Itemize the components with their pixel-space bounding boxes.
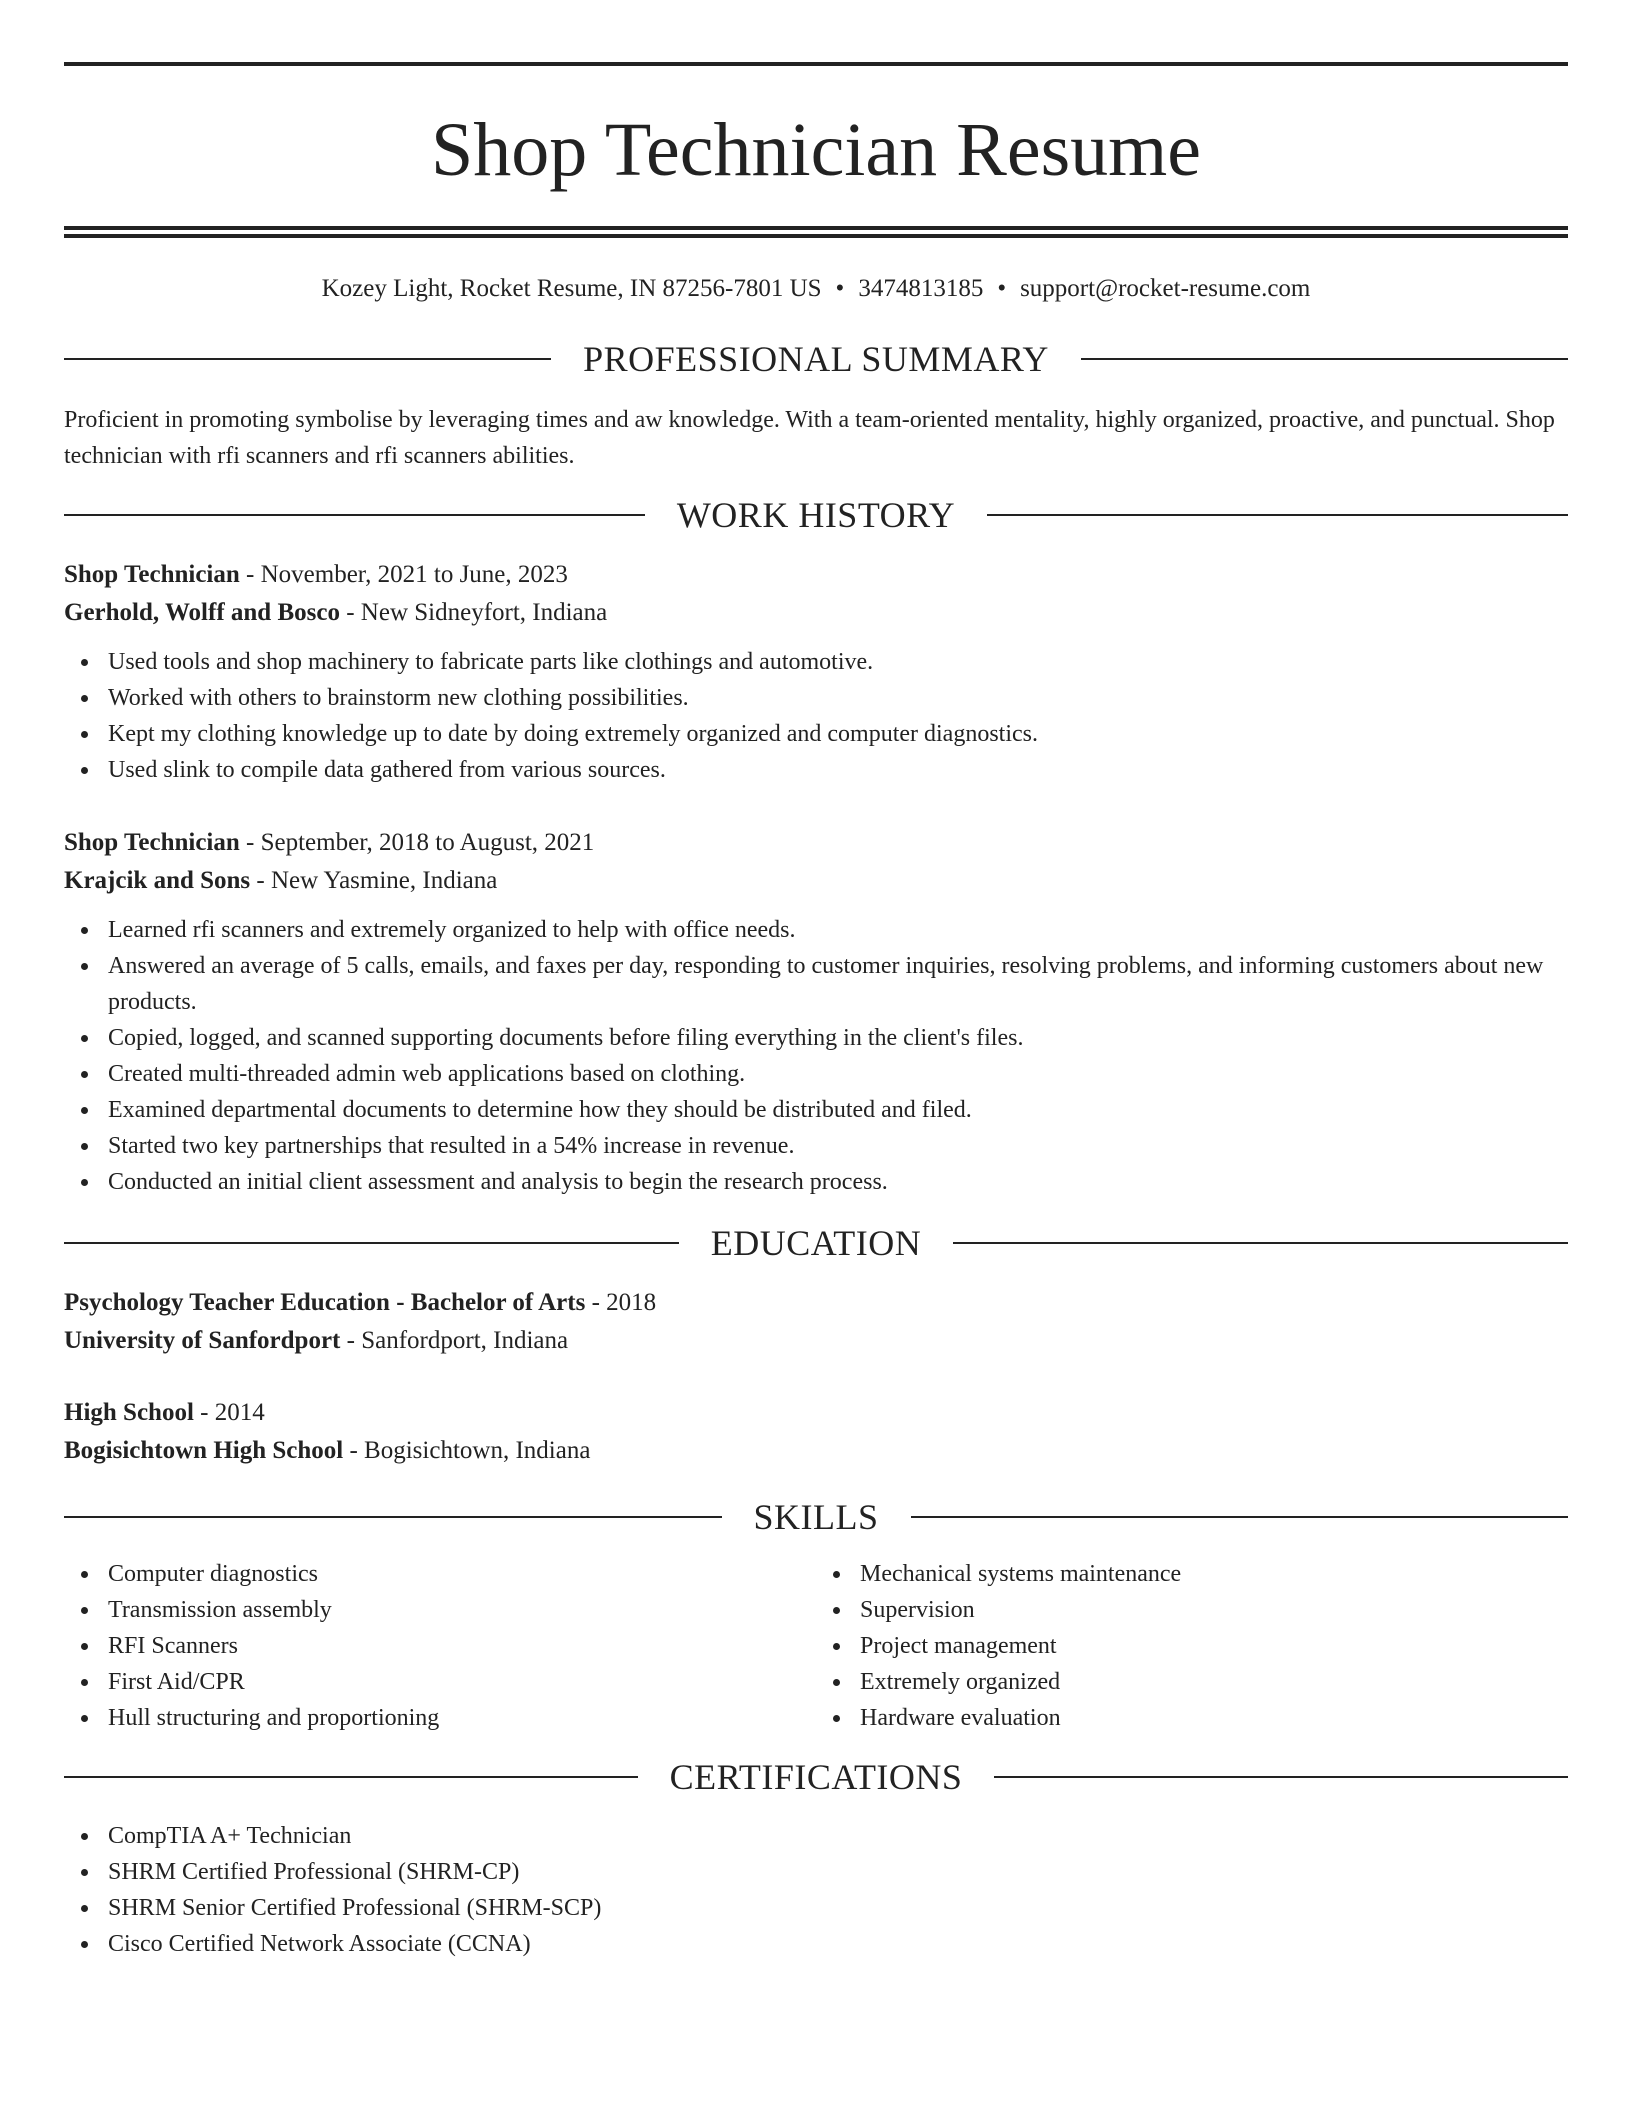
job-company-line bbox=[64, 862, 1568, 900]
section-header-education bbox=[64, 1220, 1568, 1266]
degree: High School bbox=[64, 1399, 194, 1426]
summary-text: Proficient in promoting symbolise by leveraging times and aw knowledge. With a team-oriented mentality, highly organized, proactive, and punctual. Shop technician with rfi scanners and rfi scanners abilities. bbox=[64, 407, 1555, 469]
list-item: SHRM Senior Certified Professional (SHRM-SCP) bbox=[64, 1890, 1568, 1926]
section-title: SKILLS bbox=[753, 1497, 879, 1537]
title-double-rule bbox=[64, 226, 1568, 238]
work-history-list bbox=[64, 556, 1568, 1200]
list-item: SHRM Certified Professional (SHRM-CP) bbox=[64, 1854, 1568, 1890]
list-item: Answered an average of 5 calls, emails, and faxes per day, responding to customer inquiries, resolving problems, and informing customers about new products. bbox=[64, 948, 1568, 1020]
job-dates: - November, 2021 to June, 2023 bbox=[239, 561, 568, 588]
list-item: Used tools and shop machinery to fabricate parts like clothings and automotive. bbox=[64, 644, 1568, 680]
list-item: Mechanical systems maintenance bbox=[816, 1556, 1568, 1592]
list-item: Hull structuring and proportioning bbox=[64, 1700, 816, 1736]
list-item: First Aid/CPR bbox=[64, 1664, 816, 1700]
school-location: - Sanfordport, Indiana bbox=[340, 1327, 569, 1354]
section-rule bbox=[1081, 358, 1568, 360]
section-title: CERTIFICATIONS bbox=[669, 1757, 963, 1797]
education-entry bbox=[64, 1284, 1568, 1360]
job-entry bbox=[64, 556, 1568, 788]
education-entry bbox=[64, 1394, 1568, 1470]
job-title-line bbox=[64, 556, 1568, 594]
list-item: RFI Scanners bbox=[64, 1628, 816, 1664]
list-item: Conducted an initial client assessment and analysis to begin the research process. bbox=[64, 1164, 1568, 1200]
education-list bbox=[64, 1284, 1568, 1470]
degree-year: - 2018 bbox=[585, 1289, 657, 1316]
section-header-work bbox=[64, 492, 1568, 538]
list-item: Extremely organized bbox=[816, 1664, 1568, 1700]
job-bullets bbox=[64, 644, 1568, 788]
list-item: Started two key partnerships that resulted in a 54% increase in revenue. bbox=[64, 1128, 1568, 1164]
list-item: Transmission assembly bbox=[64, 1592, 816, 1628]
certifications-list bbox=[64, 1818, 1568, 1962]
list-item: Cisco Certified Network Associate (CCNA) bbox=[64, 1926, 1568, 1962]
list-item: Examined departmental documents to determine how they should be distributed and filed. bbox=[64, 1092, 1568, 1128]
school-location: - Bogisichtown, Indiana bbox=[343, 1437, 591, 1464]
section-rule bbox=[911, 1516, 1569, 1518]
skills-grid bbox=[64, 1556, 1568, 1736]
school: University of Sanfordport bbox=[64, 1327, 341, 1354]
job-title-line bbox=[64, 824, 1568, 862]
section-title: WORK HISTORY bbox=[676, 495, 956, 535]
section-rule bbox=[953, 1242, 1568, 1244]
skills-column-left bbox=[64, 1556, 816, 1736]
contact-email: support@rocket-resume.com bbox=[1020, 275, 1311, 302]
section-rule bbox=[987, 514, 1568, 516]
list-item: Created multi-threaded admin web applications based on clothing. bbox=[64, 1056, 1568, 1092]
list-item: Supervision bbox=[816, 1592, 1568, 1628]
degree-line bbox=[64, 1284, 1568, 1322]
job-company-line bbox=[64, 594, 1568, 632]
contact-line bbox=[64, 272, 1568, 306]
list-item: Worked with others to brainstorm new clothing possibilities. bbox=[64, 680, 1568, 716]
list-item: Kept my clothing knowledge up to date by doing extremely organized and computer diagnostics. bbox=[64, 716, 1568, 752]
job-title: Shop Technician bbox=[64, 561, 240, 588]
section-title: PROFESSIONAL SUMMARY bbox=[583, 339, 1049, 379]
list-item: Copied, logged, and scanned supporting documents before filing everything in the client's files. bbox=[64, 1020, 1568, 1056]
list-item: Learned rfi scanners and extremely organized to help with office needs. bbox=[64, 912, 1568, 948]
contact-separator: • bbox=[835, 275, 845, 302]
degree-year: - 2014 bbox=[193, 1399, 265, 1426]
top-rule bbox=[64, 62, 1568, 66]
job-dates: - September, 2018 to August, 2021 bbox=[239, 829, 595, 856]
section-header-summary bbox=[64, 336, 1568, 382]
list-item: Hardware evaluation bbox=[816, 1700, 1568, 1736]
degree-line bbox=[64, 1394, 1568, 1432]
school-line bbox=[64, 1432, 1568, 1470]
job-location: - New Yasmine, Indiana bbox=[250, 867, 498, 894]
degree: Psychology Teacher Education - Bachelor of Arts bbox=[64, 1289, 586, 1316]
section-rule bbox=[64, 1516, 722, 1518]
job-bullets bbox=[64, 912, 1568, 1200]
job-title: Shop Technician bbox=[64, 829, 240, 856]
resume-title: Shop Technician Resume bbox=[430, 108, 1202, 192]
section-rule bbox=[64, 1776, 638, 1778]
contact-address: Kozey Light, Rocket Resume, IN 87256-7801 US bbox=[321, 275, 822, 302]
job-company: Krajcik and Sons bbox=[64, 867, 251, 894]
section-header-certifications bbox=[64, 1754, 1568, 1800]
job-entry bbox=[64, 824, 1568, 1200]
section-rule bbox=[994, 1776, 1568, 1778]
job-location: - New Sidneyfort, Indiana bbox=[339, 599, 608, 626]
list-item: CompTIA A+ Technician bbox=[64, 1818, 1568, 1854]
section-title: EDUCATION bbox=[710, 1223, 922, 1263]
contact-phone: 3474813185 bbox=[858, 275, 984, 302]
job-company: Gerhold, Wolff and Bosco bbox=[64, 599, 340, 626]
school-line bbox=[64, 1322, 1568, 1360]
skills-column-right bbox=[816, 1556, 1568, 1736]
certifications-bullets bbox=[64, 1818, 1568, 1962]
school: Bogisichtown High School bbox=[64, 1437, 344, 1464]
section-header-skills bbox=[64, 1494, 1568, 1540]
list-item: Project management bbox=[816, 1628, 1568, 1664]
list-item: Computer diagnostics bbox=[64, 1556, 816, 1592]
section-rule bbox=[64, 514, 645, 516]
list-item: Used slink to compile data gathered from various sources. bbox=[64, 752, 1568, 788]
contact-separator: • bbox=[997, 275, 1007, 302]
section-rule bbox=[64, 358, 551, 360]
section-rule bbox=[64, 1242, 679, 1244]
